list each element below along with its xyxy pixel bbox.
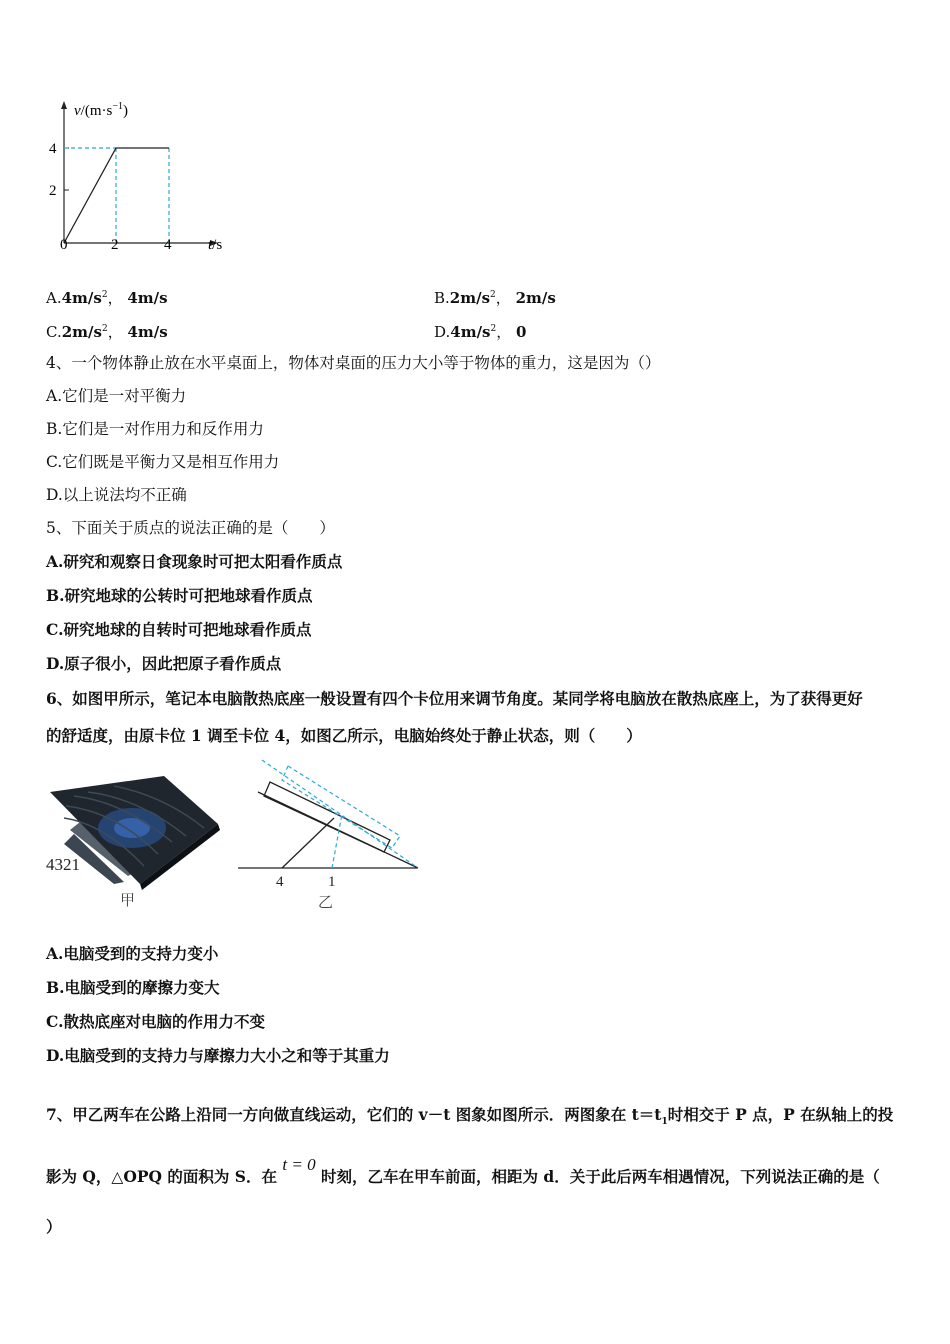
q5-option-c: C.研究地球的自转时可把地球看作质点 — [46, 620, 312, 639]
slot-labels: 4321 — [46, 855, 80, 874]
math-t-equals-0: t = 0 — [282, 1155, 316, 1174]
q5-option-d: D.原子很小，因此把原子看作质点 — [46, 654, 282, 673]
figure-caption-jia: 甲 — [120, 893, 136, 909]
q4-option-a: A.它们是一对平衡力 — [46, 387, 187, 405]
q6-stem-line2: 的舒适度，由原卡位 1 调至卡位 4，如图乙所示，电脑始终处于静止状态，则（ ） — [46, 726, 642, 745]
q4-option-b: B.它们是一对作用力和反作用力 — [46, 420, 264, 438]
q4-option-c: C.它们既是平衡力又是相互作用力 — [46, 453, 280, 471]
q3-option-a: $A.4m/s^2$， 4m/s — [46, 289, 168, 307]
x-tick-label-0: 0 — [60, 237, 68, 253]
x-tick-label-2: 2 — [111, 237, 119, 253]
x-tick-label-4: 4 — [164, 237, 172, 253]
fan-glow-inner — [114, 818, 150, 838]
incline-diagram — [234, 756, 424, 916]
y-tick-label-4: 4 — [49, 141, 57, 157]
diagram-label-4: 4 — [276, 874, 284, 890]
laptop-block — [264, 782, 390, 852]
dashed-support-leg-1 — [332, 814, 342, 868]
q7-stem-line2: 影为 Q，△OPQ 的面积为 S．在 t = 0 时刻，乙车在甲车前面，相距为 d．关于此后两车相遇情况，下列说法正确的是（ — [46, 1155, 880, 1186]
y-tick-label-2: 2 — [49, 183, 57, 199]
q3-option-c: $C.2m/s^2$， 4m/s — [46, 323, 168, 341]
cooling-stand-figure — [44, 772, 224, 912]
diagram-label-1: 1 — [328, 874, 336, 890]
y-axis-arrow — [61, 101, 67, 109]
q6-stem-line1: 6、如图甲所示，笔记本电脑散热底座一般设置有四个卡位用来调节角度。某同学将电脑放在散热底座上，为了获得更好 — [46, 689, 863, 708]
q3-option-d: $D.4m/s^2$， 0 — [434, 323, 527, 341]
q6-option-c: C.散热底座对电脑的作用力不变 — [46, 1012, 265, 1031]
y-axis-label: $v/(m\cdot s^{-1})$ — [74, 101, 128, 119]
q6-option-a: A.电脑受到的支持力变小 — [46, 944, 219, 963]
q5-stem: 5、下面关于质点的说法正确的是（ ） — [46, 519, 335, 537]
velocity-time-chart — [40, 95, 240, 260]
q4-stem: 4、一个物体静止放在水平桌面上，物体对桌面的压力大小等于物体的重力，这是因为（） — [46, 354, 661, 372]
dashed-incline — [262, 760, 418, 868]
q7-stem-line3: ） — [46, 1217, 62, 1236]
q5-option-b: B.研究地球的公转时可把地球看作质点 — [46, 586, 313, 605]
q4-option-d: D.以上说法均不正确 — [46, 486, 187, 504]
q5-option-a: A.研究和观察日食现象时可把太阳看作质点 — [46, 552, 343, 571]
support-leg-4 — [282, 818, 334, 868]
q6-option-d: D.电脑受到的支持力与摩擦力大小之和等于其重力 — [46, 1046, 390, 1065]
q3-option-b: $B.2m/s^2$， 2m/s — [434, 289, 556, 307]
x-axis-label: t/s — [208, 237, 223, 253]
q6-option-b: B.电脑受到的摩擦力变大 — [46, 978, 220, 997]
figure-caption-yi: 乙 — [318, 895, 334, 911]
q7-stem-line1: 7、甲乙两车在公路上沿同一方向做直线运动，它们的 v－t 图象如图所示．两图象在 $t=t_1$时相交于 P 点，P 在纵轴上的投 — [46, 1105, 894, 1128]
